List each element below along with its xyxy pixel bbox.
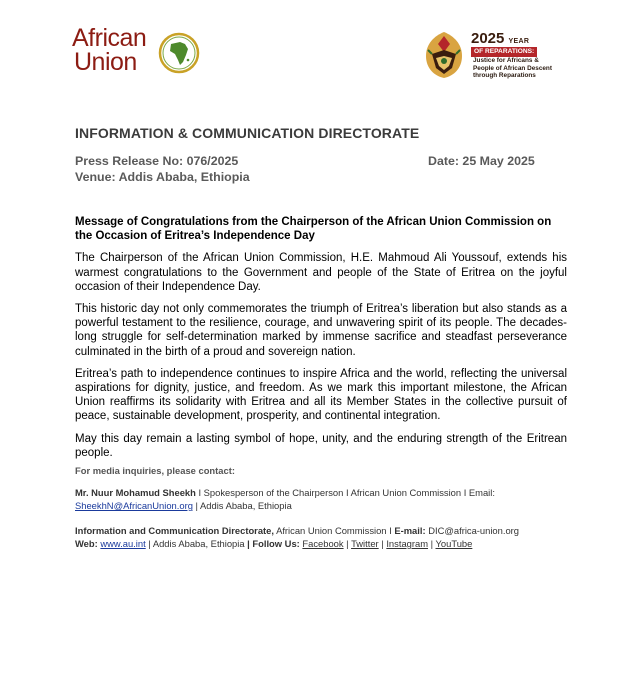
press-release-body — [75, 215, 567, 468]
footer-email-label: E-mail: — [394, 525, 426, 536]
reparations-emblem-icon — [422, 30, 466, 80]
youtube-link[interactable]: YouTube — [435, 538, 473, 549]
footer-web-label: Web: — [75, 538, 98, 549]
facebook-link[interactable]: Facebook — [302, 538, 344, 549]
footer-org: Information and Communication Directorate, — [75, 525, 274, 536]
logo-word-union: Union — [74, 48, 137, 76]
campaign-year: 2025 YEAR — [471, 30, 530, 47]
african-union-logo — [72, 24, 202, 76]
media-contact-heading: For media inquiries, please contact: — [75, 465, 235, 476]
footer-email[interactable]: DIC@africa-union.org — [425, 525, 520, 536]
press-release-date: Date: 25 May 2025 — [428, 154, 535, 168]
logo-word-african: African — [72, 24, 147, 52]
instagram-link[interactable]: Instagram — [386, 538, 429, 549]
footer-location: | Addis Ababa, Ethiopia — [145, 538, 248, 549]
spokesperson-email-link[interactable]: SheekhN@AfricanUnion.org — [75, 500, 193, 511]
twitter-link[interactable]: Twitter — [351, 538, 379, 549]
campaign-band: OF REPARATIONS: — [471, 47, 537, 57]
spokesperson-contact — [75, 486, 567, 512]
release-subject: Message of Congratulations from the Chairperson of the African Union Commission on the Occasion of Eritrea’s Independence Day — [75, 216, 552, 243]
body-paragraph: Eritrea’s path to independence continues to inspire Africa and the world, reflecting the universal aspirations for dignity, justice, and freedom. As we mark this important milestone, the African Union reaffirms its solidarity with Eritrea and all its Member States in the collective pursuit of peace, sustainable development, prosperity, and continental integration. — [75, 367, 567, 423]
spokesperson-name: Mr. Nuur Mohamud Sheekh — [75, 487, 196, 498]
footer-org-rest: African Union Commission I — [273, 525, 395, 536]
year-of-reparations-logo — [422, 30, 562, 82]
press-release-venue: Venue: Addis Ababa, Ethiopia — [75, 170, 250, 184]
spokesperson-role: I Spokesperson of the Chairperson I African Union Commission I Email: — [195, 487, 495, 498]
footer: Information and Communication Directorate, African Union Commission I E-mail: DIC@africa-union.org Web: www.au.int | Addis Ababa, Ethiopia | Follow Us: Facebook | Twitter | Instagram | YouTube — [75, 525, 520, 549]
body-paragraph: The Chairperson of the African Union Commission, H.E. Mahmoud Ali Youssouf, extends his warmest congratulations to the Government and people of the State of Eritrea on the joyful occasion of their Independence Day. — [75, 252, 567, 293]
body-paragraph: May this day remain a lasting symbol of hope, unity, and the enduring strength of the Eritrean people. — [75, 432, 567, 459]
spokesperson-location: | Addis Ababa, Ethiopia — [192, 500, 292, 511]
body-paragraph: This historic day not only commemorates the triumph of Eritrea’s liberation but also stands as a powerful testament to the resilience, courage, and unwavering spirit of its people. The decades-long struggle for self-determination marked by immense sacrifice and steadfast perseverance culminated in the birth of a proud and sovereign nation. — [75, 303, 567, 358]
directorate-title: INFORMATION & COMMUNICATION DIRECTORATE — [75, 125, 420, 141]
africa-map-emblem-icon — [158, 32, 200, 74]
footer-follow-label: | Follow Us: — [247, 538, 300, 549]
campaign-subtitle: Justice for Africans & People of African Descent through Reparations — [473, 57, 552, 80]
footer-web-link[interactable]: www.au.int — [100, 538, 146, 549]
press-release-number: Press Release No: 076/2025 — [75, 154, 239, 168]
